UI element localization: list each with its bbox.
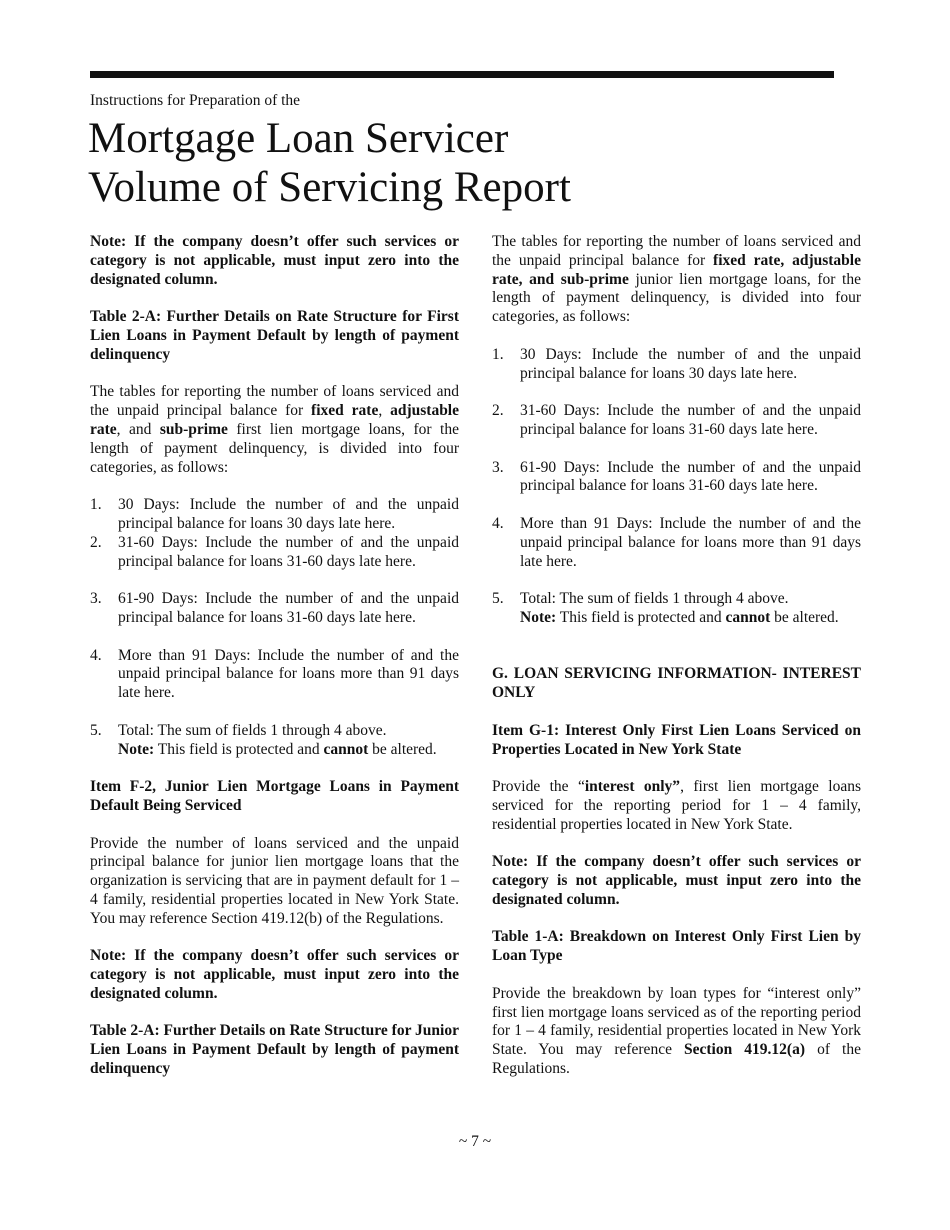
title-line-1: Mortgage Loan Servicer (88, 115, 509, 162)
note-zero-input: Note: If the company doesn’t offer such services or category is not applicable, must input zero into the designated column. (90, 947, 459, 1002)
list-item: 4. More than 91 Days: Include the number of and the unpaid principal balance for loans more than 91 days late here. (492, 514, 861, 570)
table-1a-text: Provide the breakdown by loan types for “interest only” first lien mortgage loans serviced as of the reporting period for 1 – 4 family, residential properties located in New York State. You may reference Section 419.12(a) of the Regulations. (492, 984, 861, 1078)
right-column (492, 233, 861, 1079)
junior-lien-intro: The tables for reporting the number of loans serviced and the unpaid principal balance for fixed rate, adjustable rate, and sub-prime junior lien mortgage loans, for the length of payment delinquency, is divided into four categories, as follows: (492, 233, 861, 326)
list-item-total: 5. Total: The sum of fields 1 through 4 above. Note: This field is protected and cannot be altered. (90, 721, 437, 758)
table-2a-first-lien-heading: Table 2-A: Further Details on Rate Structure for First Lien Loans in Payment Default by length of payment delinquency (90, 308, 459, 363)
header-rule (90, 71, 834, 78)
title-line-2: Volume of Servicing Report (88, 164, 571, 211)
list-item: 4. More than 91 Days: Include the number of and the unpaid principal balance for loans more than 91 days late here. (90, 646, 459, 702)
item-g1-text: Provide the “interest only”, first lien mortgage loans serviced for the reporting period for 1 – 4 family, residential properties located in New York State. (492, 778, 861, 833)
section-g-heading: G. LOAN SERVICING INFORMATION- INTEREST ONLY (492, 665, 861, 702)
list-item: 3. 61-90 Days: Include the number of and the unpaid principal balance for loans 31-60 days late here. (492, 458, 861, 495)
list-item: 1. 30 Days: Include the number of and the unpaid principal balance for loans 30 days late here. (492, 345, 861, 382)
item-g1-heading: Item G-1: Interest Only First Lien Loans Serviced on Properties Located in New York State (492, 721, 861, 758)
item-f2-text: Provide the number of loans serviced and the unpaid principal balance for junior lien mortgage loans that the organization is servicing that are in payment default for 1 – 4 family, residential properties located in New York State. You may reference Section 419.12(b) of the Regulations. (90, 834, 459, 927)
list-item: 3. 61-90 Days: Include the number of and the unpaid principal balance for loans 31-60 days late here. (90, 590, 459, 626)
first-lien-intro: The tables for reporting the number of loans serviced and the unpaid principal balance for fixed rate, adjustable rate, and sub-prime first lien mortgage loans, for the length of payment delinquency, is divided into four categories, as follows: (90, 383, 459, 476)
list-item: 1. 30 Days: Include the number of and the unpaid principal balance for loans 30 days late here. (90, 496, 459, 532)
list-item: 2. 31-60 Days: Include the number of and the unpaid principal balance for loans 31-60 days late here. (492, 402, 861, 438)
note-zero-input: Note: If the company doesn’t offer such services or category is not applicable, must input zero into the designated column. (90, 233, 459, 288)
page-title (88, 114, 571, 212)
list-item: 2. 31-60 Days: Include the number of and the unpaid principal balance for loans 31-60 days late here. (90, 533, 459, 570)
item-f2-heading: Item F-2, Junior Lien Mortgage Loans in Payment Default Being Serviced (90, 778, 459, 814)
table-2a-junior-lien-heading: Table 2-A: Further Details on Rate Structure for Junior Lien Loans in Payment Default by length of payment delinquency (90, 1022, 459, 1078)
note-zero-input: Note: If the company doesn’t offer such services or category is not applicable, must input zero into the designated column. (492, 853, 861, 908)
table-1a-heading: Table 1-A: Breakdown on Interest Only First Lien by Loan Type (492, 928, 861, 965)
pre-title: Instructions for Preparation of the (90, 92, 301, 109)
page-number: ~ 7 ~ (458, 1133, 492, 1150)
list-item-total: 5. Total: The sum of fields 1 through 4 above. Note: This field is protected and cannot be altered. (492, 590, 839, 626)
left-column (90, 233, 459, 1079)
